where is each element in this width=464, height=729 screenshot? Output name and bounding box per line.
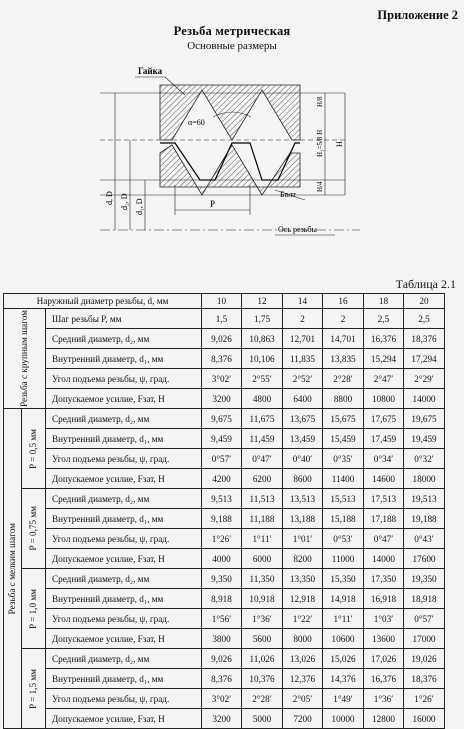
value-cell: 14000 (404, 389, 445, 409)
row-label: Средний диаметр, d₂, мм (46, 409, 202, 429)
value-cell: 13,513 (283, 489, 323, 509)
value-cell: 9,675 (202, 409, 242, 429)
value-cell: 8,376 (202, 669, 242, 689)
value-cell: 3200 (202, 389, 242, 409)
value-cell: 11,675 (242, 409, 283, 429)
row-label: Средний диаметр, d₂, мм (46, 329, 202, 349)
d2-label: d₂, D (120, 193, 129, 210)
table-row (4, 589, 445, 609)
value-cell: 9,459 (202, 429, 242, 449)
value-cell: 16000 (404, 709, 445, 729)
value-cell: 11,835 (283, 349, 323, 369)
value-cell: 10800 (364, 389, 404, 409)
value-cell: 17000 (404, 629, 445, 649)
value-cell: 8600 (283, 469, 323, 489)
pitch-group-label: P = 0,5 мм (22, 409, 46, 489)
table-row (4, 469, 445, 489)
value-cell: 8,918 (202, 589, 242, 609)
value-cell: 2,5 (364, 309, 404, 329)
table-row (4, 509, 445, 529)
value-cell: 2°29′ (404, 369, 445, 389)
value-cell: 18000 (404, 469, 445, 489)
value-cell: 12,376 (283, 669, 323, 689)
table-row (4, 329, 445, 349)
value-cell: 2 (283, 309, 323, 329)
value-cell: 3200 (202, 709, 242, 729)
row-label: Средний диаметр, d₂, мм (46, 569, 202, 589)
value-cell: 0°35′ (323, 449, 364, 469)
diameter-header-cell: 20 (404, 294, 445, 309)
value-cell: 9,188 (202, 509, 242, 529)
value-cell: 11,459 (242, 429, 283, 449)
value-cell: 1°49′ (323, 689, 364, 709)
row-label: Шаг резьбы P, мм (46, 309, 202, 329)
value-cell: 1°11′ (242, 529, 283, 549)
table-row (4, 489, 445, 509)
h-label: H (335, 141, 344, 147)
diameter-header-cell: 14 (283, 294, 323, 309)
value-cell: 11400 (323, 469, 364, 489)
value-cell: 1°36′ (364, 689, 404, 709)
value-cell: 12,918 (283, 589, 323, 609)
value-cell: 3800 (202, 629, 242, 649)
value-cell: 14600 (364, 469, 404, 489)
value-cell: 17600 (404, 549, 445, 569)
table-row (4, 649, 445, 669)
table-row (4, 349, 445, 369)
value-cell: 17,513 (364, 489, 404, 509)
row-label: Средний диаметр, d₂, мм (46, 489, 202, 509)
value-cell: 11,188 (242, 509, 283, 529)
page-subtitle: Основные размеры (187, 40, 277, 52)
table-row (4, 549, 445, 569)
value-cell: 0°47′ (242, 449, 283, 469)
row-label: Допускаемое усилие, Fзат, Н (46, 709, 202, 729)
pitch-label: P (210, 199, 216, 209)
value-cell: 0°47′ (364, 529, 404, 549)
pitch-group-label: P = 1,5 мм (22, 649, 46, 729)
value-cell: 1°01′ (283, 529, 323, 549)
value-cell: 19,675 (404, 409, 445, 429)
value-cell: 0°32′ (404, 449, 445, 469)
value-cell: 0°40′ (283, 449, 323, 469)
value-cell: 13,835 (323, 349, 364, 369)
row-label: Допускаемое усилие, Fзат, Н (46, 549, 202, 569)
value-cell: 19,188 (404, 509, 445, 529)
value-cell: 16,918 (364, 589, 404, 609)
diameter-header-cell: 10 (202, 294, 242, 309)
value-cell: 17,459 (364, 429, 404, 449)
h4-label: H/4 (316, 181, 324, 192)
d1-label: d₁, D (135, 198, 144, 215)
row-label: Угол подъема резьбы, ψ, град. (46, 449, 202, 469)
value-cell: 4800 (242, 389, 283, 409)
value-cell: 2,5 (404, 309, 445, 329)
fine-thread-group-label: Резьба с мелким шагом (4, 409, 22, 729)
value-cell: 17,026 (364, 649, 404, 669)
pitch-group-label: P = 0,75 мм (22, 489, 46, 569)
value-cell: 8200 (283, 549, 323, 569)
row-label: Внутренний диаметр, d₁, мм (46, 589, 202, 609)
value-cell: 15,675 (323, 409, 364, 429)
value-cell: 11000 (323, 549, 364, 569)
table-row (4, 609, 445, 629)
value-cell: 10,918 (242, 589, 283, 609)
value-cell: 8000 (283, 629, 323, 649)
value-cell: 9,026 (202, 329, 242, 349)
value-cell: 6000 (242, 549, 283, 569)
value-cell: 2°28′ (323, 369, 364, 389)
axis-label: Ось резьбы (278, 225, 317, 234)
value-cell: 16,376 (364, 669, 404, 689)
value-cell: 15,459 (323, 429, 364, 449)
h8-label: H/8 (316, 96, 324, 107)
value-cell: 4000 (202, 549, 242, 569)
row-label: Средний диаметр, d₂, мм (46, 649, 202, 669)
value-cell: 10600 (323, 629, 364, 649)
table-row (4, 369, 445, 389)
table-row (4, 429, 445, 449)
table-row (4, 389, 445, 409)
value-cell: 13,459 (283, 429, 323, 449)
value-cell: 1,5 (202, 309, 242, 329)
value-cell: 5000 (242, 709, 283, 729)
value-cell: 0°53′ (323, 529, 364, 549)
value-cell: 1°56′ (202, 609, 242, 629)
value-cell: 1°26′ (404, 689, 445, 709)
appendix-label: Приложение 2 (377, 8, 458, 22)
value-cell: 1,75 (242, 309, 283, 329)
value-cell: 11,026 (242, 649, 283, 669)
pitch-group-label: P = 1,0 мм (22, 569, 46, 649)
table-caption: Таблица 2.1 (395, 277, 456, 291)
value-cell: 19,026 (404, 649, 445, 669)
value-cell: 17,188 (364, 509, 404, 529)
value-cell: 15,513 (323, 489, 364, 509)
row-label: Угол подъема резьбы, ψ, град. (46, 529, 202, 549)
value-cell: 14000 (364, 549, 404, 569)
value-cell: 19,513 (404, 489, 445, 509)
value-cell: 15,188 (323, 509, 364, 529)
row-label: Внутренний диаметр, d₁, мм (46, 429, 202, 449)
value-cell: 0°43′ (404, 529, 445, 549)
value-cell: 13,188 (283, 509, 323, 529)
table-row (4, 689, 445, 709)
value-cell: 4200 (202, 469, 242, 489)
row-label: Допускаемое усилие, Fзат, Н (46, 389, 202, 409)
value-cell: 1°36′ (242, 609, 283, 629)
value-cell: 6200 (242, 469, 283, 489)
row-label: Допускаемое усилие, Fзат, Н (46, 469, 202, 489)
d-label: d, D (105, 191, 114, 205)
row-label: Угол подъема резьбы, ψ, град. (46, 689, 202, 709)
value-cell: 15,026 (323, 649, 364, 669)
value-cell: 3°02′ (202, 369, 242, 389)
value-cell: 2°52′ (283, 369, 323, 389)
value-cell: 10000 (323, 709, 364, 729)
value-cell: 7200 (283, 709, 323, 729)
diameter-header-cell: 16 (323, 294, 364, 309)
value-cell: 1°11′ (323, 609, 364, 629)
value-cell: 0°34′ (364, 449, 404, 469)
h1-label: H₁=5/8 H (316, 129, 324, 157)
value-cell: 2 (323, 309, 364, 329)
value-cell: 3°02′ (202, 689, 242, 709)
value-cell: 18,918 (404, 589, 445, 609)
thread-profile-diagram (0, 55, 464, 275)
value-cell: 6400 (283, 389, 323, 409)
value-cell: 1°22′ (283, 609, 323, 629)
nut-label: Гайка (138, 66, 163, 76)
table-row (4, 629, 445, 649)
value-cell: 2°05′ (283, 689, 323, 709)
coarse-thread-group-label: Резьба с крупным шагом (4, 309, 46, 409)
value-cell: 11,513 (242, 489, 283, 509)
row-label: Внутренний диаметр, d₁, мм (46, 509, 202, 529)
value-cell: 13,026 (283, 649, 323, 669)
value-cell: 8800 (323, 389, 364, 409)
value-cell: 1°03′ (364, 609, 404, 629)
value-cell: 13600 (364, 629, 404, 649)
value-cell: 19,350 (404, 569, 445, 589)
table-row (4, 569, 445, 589)
value-cell: 19,459 (404, 429, 445, 449)
table-row (4, 309, 445, 329)
row-label: Допускаемое усилие, Fзат, Н (46, 629, 202, 649)
diameter-header-cell: 12 (242, 294, 283, 309)
value-cell: 18,376 (404, 329, 445, 349)
value-cell: 13,675 (283, 409, 323, 429)
value-cell: 14,701 (323, 329, 364, 349)
value-cell: 2°55′ (242, 369, 283, 389)
value-cell: 9,026 (202, 649, 242, 669)
value-cell: 8,376 (202, 349, 242, 369)
value-cell: 11,350 (242, 569, 283, 589)
value-cell: 16,376 (364, 329, 404, 349)
value-cell: 2°28′ (242, 689, 283, 709)
header-diameter-label: Наружный диаметр резьбы, d, мм (4, 294, 202, 309)
angle-label: α=60 (188, 118, 205, 127)
value-cell: 0°57′ (202, 449, 242, 469)
value-cell: 1°26′ (202, 529, 242, 549)
value-cell: 18,376 (404, 669, 445, 689)
value-cell: 17,350 (364, 569, 404, 589)
value-cell: 12800 (364, 709, 404, 729)
diameter-header-cell: 18 (364, 294, 404, 309)
value-cell: 15,350 (323, 569, 364, 589)
table-row (4, 449, 445, 469)
value-cell: 13,350 (283, 569, 323, 589)
row-label: Угол подъема резьбы, ψ, град. (46, 609, 202, 629)
row-label: Внутренний диаметр, d₁, мм (46, 349, 202, 369)
value-cell: 17,294 (404, 349, 445, 369)
value-cell: 9,350 (202, 569, 242, 589)
page-title: Резьба метрическая (173, 24, 291, 38)
value-cell: 12,701 (283, 329, 323, 349)
row-label: Внутренний диаметр, d₁, мм (46, 669, 202, 689)
value-cell: 10,376 (242, 669, 283, 689)
thread-spec-table (3, 293, 445, 729)
table-row (4, 529, 445, 549)
value-cell: 17,675 (364, 409, 404, 429)
value-cell: 5600 (242, 629, 283, 649)
value-cell: 14,376 (323, 669, 364, 689)
table-row (4, 669, 445, 689)
table-row (4, 709, 445, 729)
value-cell: 9,513 (202, 489, 242, 509)
value-cell: 10,863 (242, 329, 283, 349)
value-cell: 0°57′ (404, 609, 445, 629)
table-row (4, 409, 445, 429)
row-label: Угол подъема резьбы, ψ, град. (46, 369, 202, 389)
bolt-label: Болт (280, 190, 296, 199)
value-cell: 10,106 (242, 349, 283, 369)
value-cell: 14,918 (323, 589, 364, 609)
value-cell: 15,294 (364, 349, 404, 369)
value-cell: 2°47′ (364, 369, 404, 389)
